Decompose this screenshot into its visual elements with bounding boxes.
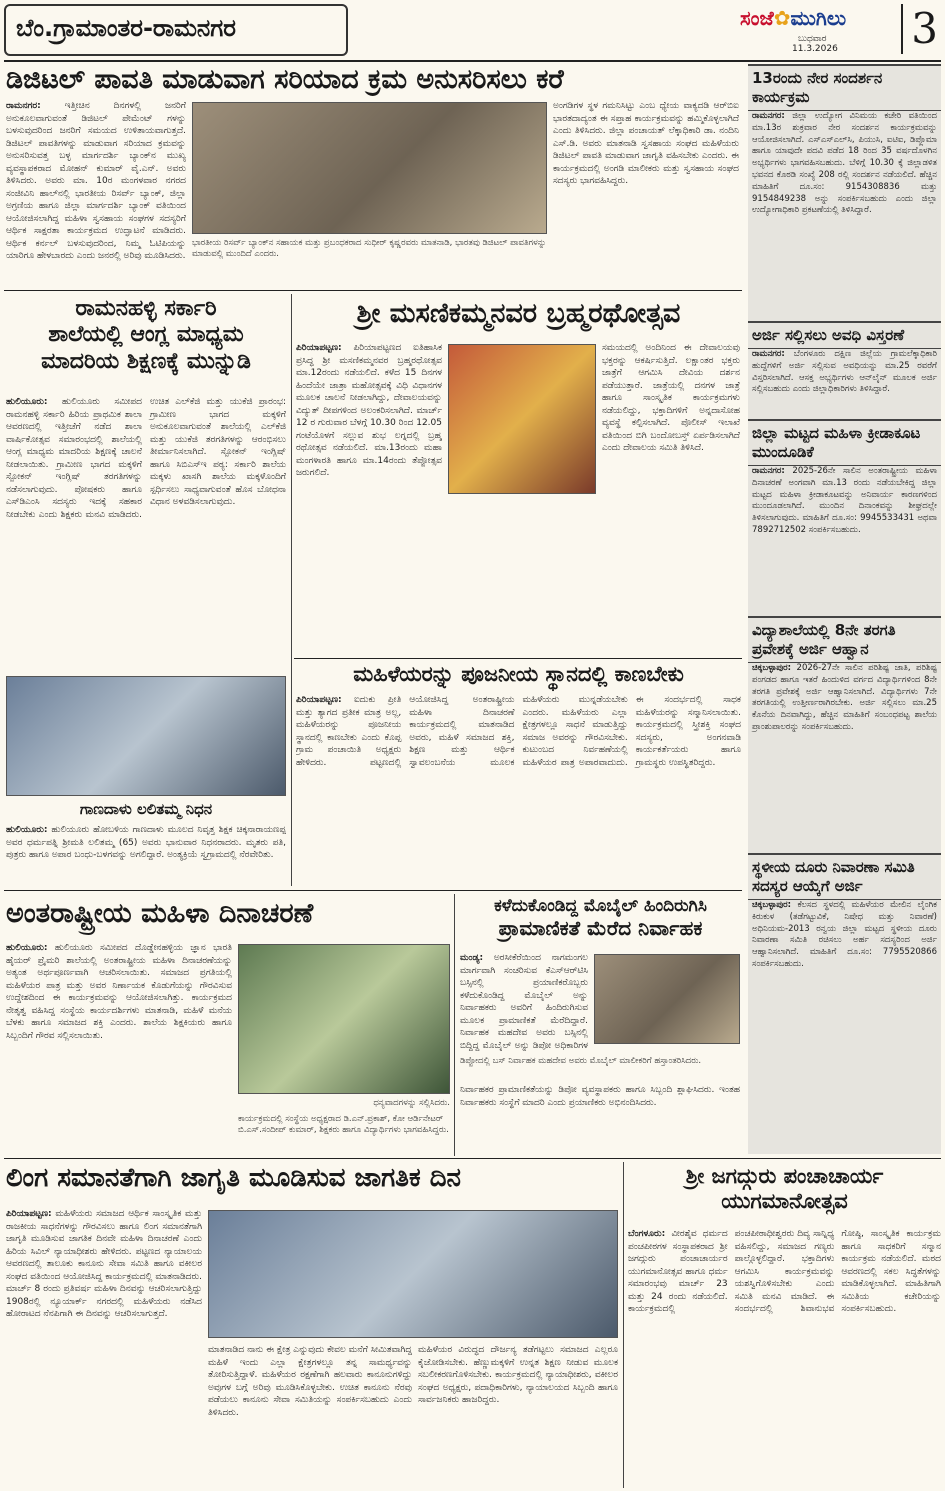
sidebar-item-title: ಅರ್ಜಿ ಸಲ್ಲಿಸಲು ಅವಧಿ ವಿಸ್ತರಣೆ bbox=[748, 321, 941, 349]
sidebar-item-body: ರಾಮನಗರ: 2025-26ನೇ ಸಾಲಿನ ಅಂತರಾಷ್ಟ್ರೀಯ ಮಹಿಳಾ ದಿನಾಚರಣೆ ಅಂಗವಾಗಿ ಮಾ.13 ರಂದು ನಡೆಯಬೇಕಿದ್ದ ಜಿಲ್ಲಾ ಮಟ್ಟದ ಮಹಿಳಾ ಕ್ರೀಡಾಕೂಟವನ್ನು ಅನಿವಾರ್ಯ ಕಾರಣಗಳಿಂದ ಮುಂದೂಡಲಾಗಿದೆ. ಮುಂದಿನ ದಿನಾಂಕವನ್ನು ಶೀಘ್ರದಲ್ಲೇ ತಿಳಿಸಲಾಗುವುದು. ಮಾಹಿತಿಗೆ ದೂ.ಸಂ: 9945533431 ಅಥವಾ 7892712502 ಸಂಪರ್ಕಿಸಬಹುದು. bbox=[752, 466, 938, 535]
sidebar bbox=[748, 64, 941, 1154]
sidebar-item-title: ವಿದ್ಯಾಶಾಲೆಯಲ್ಲಿ 8ನೇ ತರಗತಿ ಪ್ರವೇಶಕ್ಕೆ ಅರ್ಜಿ ಆಹ್ವಾನ bbox=[748, 616, 941, 663]
digital-photo-caption: ಭಾರತೀಯ ರಿಸರ್ವ್ ಬ್ಯಾಂಕ್‌ನ ಸಹಾಯಕ ಮತ್ತು ಪ್ರಬಂಧಕರಾದ ಸುಧೀರ್ ಕೃಷ್ಣರವರು ಮಾತನಾಡಿ, ಭಾರತವು ಡಿಜಿಟಲ್ ಪಾವತಿಗಳನ್ನು ಮಾಡುವಲ್ಲಿ ಮುಂದಿದೆ ಎಂದರು. bbox=[192, 238, 547, 259]
mobile-body-col2: ನಿರ್ವಾಹಕರ ಪ್ರಾಮಾಣಿಕತೆಯನ್ನು ಡಿಪೋ ವ್ಯವಸ್ಥಾಪಕರು ಹಾಗೂ ಸಿಬ್ಬಂದಿ ಶ್ಲಾಘಿಸಿದರು. ಇಂತಹ ನಿರ್ವಾಹಕರು ಸಂಸ್ಥೆಗೆ ಮಾದರಿ ಎಂದು ಪ್ರಯಾಣಿಕರು ಅಭಿನಂದಿಸಿದರು. bbox=[460, 1085, 740, 1108]
mobile-body-col1: ಮಂಡ್ಯ: ಅರಸೀಕೆರೆಯಿಂದ ನಾಗಮಂಗಲ ಮಾರ್ಗವಾಗಿ ಸಂಚರಿಸುವ ಕೆಎಸ್‌ಆರ್‌ಟಿಸಿ ಬಸ್ಸಿನಲ್ಲಿ ಪ್ರಯಾಣಿಕರೊಬ್ಬರು ಕಳೆದುಕೊಂಡಿದ್ದ ಮೊಬೈಲ್ ಅನ್ನು ನಿರ್ವಾಹಕರು ಅವರಿಗೆ ಹಿಂದಿರುಗಿಸುವ ಮೂಲಕ ಪ್ರಾಮಾಣಿಕತೆ ಮೆರೆದಿದ್ದಾರೆ. ನಿರ್ವಾಹಕ ಮಹದೇವ ಅವರು ಬಸ್ಸಿನಲ್ಲಿ ಬಿದ್ದಿದ್ದ ಮೊಬೈಲ್ ಅನ್ನು ಡಿಪೋ ಅಧಿಕಾರಿಗಳ bbox=[460, 953, 588, 1051]
mobile-photo bbox=[594, 954, 740, 1044]
sidebar-item-title: 13ರಂದು ನೇರ ಸಂದರ್ಶನ ಕಾರ್ಯಕ್ರಮ bbox=[748, 64, 941, 111]
women-respect-body: ಪಿರಿಯಾಪಟ್ಟಣ: ಐದುಕು ಪ್ರೀತಿ ಮತ್ತು ತ್ಯಾಗದ ಪ್ರತೀಕ ಮಾತ್ರ ಅಲ್ಲ, ಮಹಿಳೆಯರನ್ನು ಪೂಜನೀಯ ಸ್ಥಾನದಲ್ಲಿ ಕಾಣಬೇಕು ಎಂದು ಕೊಪ್ಪ ಗ್ರಾಮ ಪಂಚಾಯಿತಿ ಅಧ್ಯಕ್ಷರು ಹೇಳಿದರು. ಪಟ್ಟಣದಲ್ಲಿ ಆಯೋಜಿಸಿದ್ದ ಅಂತರಾಷ್ಟ್ರೀಯ ಮಹಿಳಾ ದಿನಾಚರಣೆ ಕಾರ್ಯಕ್ರಮದಲ್ಲಿ ಮಾತನಾಡಿದ ಅವರು, ಮಹಿಳೆ ಸಮಾಜದ ಶಕ್ತಿ, ಶಿಕ್ಷಣ ಮತ್ತು ಆರ್ಥಿಕ ಸ್ವಾವಲಂಬನೆಯ ಮೂಲಕ ಮಹಿಳೆಯರು ಮುನ್ನಡೆಯಬೇಕು ಎಂದರು. ಮಹಿಳೆಯರು ಎಲ್ಲಾ ಕ್ಷೇತ್ರಗಳಲ್ಲೂ ಸಾಧನೆ ಮಾಡುತ್ತಿದ್ದು ಸಮಾಜ ಅವರನ್ನು ಗೌರವಿಸಬೇಕು. ಕುಟುಂಬದ ನಿರ್ವಹಣೆಯಲ್ಲಿ ಮಹಿಳೆಯರ ಪಾತ್ರ ಅಪಾರವಾದುದು. ಈ ಸಂದರ್ಭದಲ್ಲಿ ಸಾಧಕ ಮಹಿಳೆಯರನ್ನು ಸನ್ಮಾನಿಸಲಾಯಿತು. ಕಾರ್ಯಕ್ರಮದಲ್ಲಿ ಸ್ತ್ರೀಶಕ್ತಿ ಸಂಘದ ಸದಸ್ಯರು, ಅಂಗನವಾಡಿ ಕಾರ್ಯಕರ್ತೆಯರು ಹಾಗೂ ಗ್ರಾಮಸ್ಥರು ಉಪಸ್ಥಿತರಿದ್ದರು. bbox=[296, 695, 741, 768]
mobile-photo-caption: ಡಿಪ್ಪೋದಲ್ಲಿ ಬಸ್ ನಿರ್ವಾಹಕ ಮಹದೇವ ಅವರು ಮೊಬೈಲ್ ಮಾಲೀಕರಿಗೆ ಹಸ್ತಾಂತರಿಸಿದರು. bbox=[460, 1056, 702, 1066]
sidebar-item-body: ಚಿಕ್ಕಬಳ್ಳಾಪುರ: ಕೆಲಸದ ಸ್ಥಳದಲ್ಲಿ ಮಹಿಳೆಯರ ಮೇಲಿನ ಲೈಂಗಿಕ ಕಿರುಕುಳ (ತಡೆಗಟ್ಟುವಿಕೆ, ನಿಷೇಧ ಮತ್ತು ನಿವಾರಣೆ) ಅಧಿನಿಯಮ-2013 ರನ್ವಯ ಜಿಲ್ಲಾ ಮಟ್ಟದ ಸ್ಥಳೀಯ ದೂರು ನಿವಾರಣಾ ಸಮಿತಿ ರಚಿಸಲು ಅರ್ಹ ಸದಸ್ಯರಿಂದ ಅರ್ಜಿ ಆಹ್ವಾನಿಸಲಾಗಿದೆ. ಮಾಹಿತಿಗೆ ದೂ.ಸಂ: 7795520866 ಸಂಪರ್ಕಿಸಬಹುದು. bbox=[752, 900, 937, 969]
temple-headline: ಶ್ರೀ ಮಸಣಿಕಮ್ಮನವರ ಬ್ರಹ್ಮರಥೋತ್ಸವ bbox=[356, 298, 681, 329]
gender-headline: ಲಿಂಗ ಸಮಾನತೆಗಾಗಿ ಜಾಗೃತಿ ಮೂಡಿಸುವ ಜಾಗತಿಕ ದಿನ bbox=[6, 1164, 461, 1193]
gender-body-col2: ಮಾತನಾಡಿದ ನಾನು ಈ ಕ್ಷೇತ್ರ ಎನ್ನುವುದು ಕೇವಲ ಮನೆಗೆ ಸೀಮಿತವಾಗಿದ್ದ ಮಹಿಳೆ ಇಂದು ಎಲ್ಲಾ ಕ್ಷೇತ್ರಗಳಲ್ಲೂ ತನ್ನ ಸಾಮರ್ಥ್ಯವನ್ನು ತೋರಿಸುತ್ತಿದ್ದಾಳೆ. ಮಹಿಳೆಯರ ರಕ್ಷಣೆಗಾಗಿ ಹಲವಾರು ಕಾನೂನುಗಳಿದ್ದು ಅವುಗಳ ಬಗ್ಗೆ ಅರಿವು ಮೂಡಿಸಿಕೊಳ್ಳಬೇಕು. ಉಚಿತ ಕಾನೂನು ನೆರವು ಪಡೆಯಲು ಕಾನೂನು ಸೇವಾ ಸಮಿತಿಯನ್ನು ಸಂಪರ್ಕಿಸಬಹುದು ಎಂದು ತಿಳಿಸಿದರು. bbox=[208, 1345, 412, 1418]
sidebar-item-title: ಸ್ಥಳೀಯ ದೂರು ನಿವಾರಣಾ ಸಮಿತಿ ಸದಸ್ಯರ ಆಯ್ಕೆಗೆ ಅರ್ಜಿ bbox=[748, 853, 941, 900]
sidebar-item bbox=[748, 616, 941, 853]
sidebar-item bbox=[748, 419, 941, 616]
sidebar-item-body: ರಾಮನಗರ: ಬೆಂಗಳೂರು ದಕ್ಷಿಣ ಜಿಲ್ಲೆಯ ಗ್ರಾಮಲೆಕ್ಕಾಧಿಕಾರಿ ಹುದ್ದೆಗಳಿಗೆ ಅರ್ಜಿ ಸಲ್ಲಿಸುವ ಅವಧಿಯನ್ನು ಮಾ.25 ರವರೆಗೆ ವಿಸ್ತರಿಸಲಾಗಿದೆ. ಆಸಕ್ತ ಅಭ್ಯರ್ಥಿಗಳು ಆನ್‌ಲೈನ್ ಮೂಲಕ ಅರ್ಜಿ ಸಲ್ಲಿಸಬಹುದು ಎಂದು ಜಿಲ್ಲಾಧಿಕಾರಿಗಳು ತಿಳಿಸಿದ್ದಾರೆ. bbox=[752, 349, 938, 395]
women-respect-headline: ಮಹಿಳೆಯರನ್ನು ಪೂಜನೀಯ ಸ್ಥಾನದಲ್ಲಿ ಕಾಣಬೇಕು bbox=[353, 662, 684, 686]
intl-women-photo-caption: ಧನ್ಯವಾದಗಳನ್ನು ಸಲ್ಲಿಸಿದರು. bbox=[373, 1098, 450, 1108]
sidebar-item bbox=[748, 853, 941, 1100]
digital-body-col1: ರಾಮನಗರ: ಇತ್ತೀಚಿನ ದಿನಗಳಲ್ಲಿ ಜನರಿಗೆ ಅನುಕೂಲವಾಗುವಂತೆ ಡಿಜಿಟಲ್ ಪೇಮೆಂಟ್ ಗಳನ್ನು ಬಳಸುವುದರಿಂದ ಜನರಿಗೆ ಸಮಯದ ಉಳಿತಾಯವಾಗುತ್ತದೆ. ಡಿಜಿಟಲ್ ಪಾವತಿಗಳನ್ನು ಮಾಡುವಾಗ ಸರಿಯಾದ ಕ್ರಮವನ್ನು ಅನುಸರಿಸುವತ್ತ ಬಳ್ಳ ಮಾರ್ಗದರ್ಶಿ ಬ್ಯಾಂಕ್‌ನ ಮುಖ್ಯ ವ್ಯವಸ್ಥಾಪಕರಾದ ಮೋಹನ್ ಕುಮಾರ್ ವೈ.ಎನ್. ಅವರು ತಿಳಿಸಿದರು. ಅವರು ಮಾ. 10ರ ಮಂಗಳವಾರ ನಗರದ ಸಂಜೀವಿನಿ ಹಾಲ್‌ನಲ್ಲಿ ಭಾರತೀಯ ರಿಸರ್ವ್ ಬ್ಯಾಂಕ್, ಜಿಲ್ಲಾ ಅಗ್ರಣಿಯ ಹಾಗೂ ಜಿಲ್ಲಾ ಮಾರ್ಗದರ್ಶಿ ಬ್ಯಾಂಕ್ ವತಿಯಿಂದ ಆಯೋಜಿಸಲಾಗಿದ್ದ ಮಹಿಳಾ ಸ್ವಸಹಾಯ ಸಂಘಗಳ ಸದಸ್ಯರಿಗೆ ಆರ್ಥಿಕ ಸಾಕ್ಷರತಾ ಕಾರ್ಯಕ್ರಮದ ಉದ್ಘಾಟನೆ ಮಾಡಿದರು. ಆರ್ಥಿಕ ಕರ್ನಲ್ ಬಳಸುವುದರಿಂದ, ನಿಮ್ಮ ಓಟಿಪಿಯನ್ನು ಯಾರಿಗೂ ಹೇಳಬಾರದು ಎಂದು ಜನರಲ್ಲಿ ಅರಿವು ಮೂಡಿಸಿದರು. bbox=[6, 101, 186, 261]
masthead-date: 11.3.2026 bbox=[792, 44, 838, 54]
school-headline: ರಾಮನಹಳ್ಳಿ ಸರ್ಕಾರಿ ಶಾಲೆಯಲ್ಲಿ ಆಂಗ್ಲ ಮಾಧ್ಯಮ ಮಾದರಿಯ ಶಿಕ್ಷಣಕ್ಕೆ ಮುನ್ನುಡಿ bbox=[41, 296, 251, 374]
digital-photo bbox=[192, 102, 547, 234]
temple-body-col2: ಸಮಯದಲ್ಲಿ ಅಂದಿನಿಂದ ಈ ದೇವಾಲಯವು ಭಕ್ತರನ್ನು ಆಕರ್ಷಿಸುತ್ತಿದೆ. ಲಕ್ಷಾಂತರ ಭಕ್ತರು ಜಾತ್ರೆಗೆ ಆಗಮಿಸಿ ದೇವಿಯ ದರ್ಶನ ಪಡೆಯುತ್ತಾರೆ. ಜಾತ್ರೆಯಲ್ಲಿ ದನಗಳ ಜಾತ್ರೆ ಹಾಗೂ ಸಾಂಸ್ಕೃತಿಕ ಕಾರ್ಯಕ್ರಮಗಳು ನಡೆಯಲಿದ್ದು, ಭಕ್ತಾದಿಗಳಿಗೆ ಅನ್ನದಾಸೋಹ ವ್ಯವಸ್ಥೆ ಕಲ್ಪಿಸಲಾಗಿದೆ. ಪೊಲೀಸ್ ಇಲಾಖೆ ವತಿಯಿಂದ ಬಿಗಿ ಬಂದೋಬಸ್ತ್ ಏರ್ಪಡಿಸಲಾಗಿದೆ ಎಂದು ದೇವಾಲಯ ಸಮಿತಿ ತಿಳಿಸಿದೆ. bbox=[602, 343, 740, 453]
digital-body-col4: ಅಂಗಡಿಗಳ ಸ್ಥಳ ಗಮನಿಸಿಟ್ಟು ಎಂಬ ಧ್ಯೇಯ ವಾಕ್ಯದಡಿ ಆರ್‌ಬಿಐ ಭಾರತದಾದ್ಯಂತ ಈ ಸಪ್ತಾಹ ಕಾರ್ಯಕ್ರಮವನ್ನು ಹಮ್ಮಿಕೊಳ್ಳಲಾಗಿದೆ ಎಂದು ತಿಳಿಸಿದರು. ಜಿಲ್ಲಾ ಪಂಚಾಯತ್ ಲೆಕ್ಕಾಧಿಕಾರಿ ಡಾ. ನಂದಿನಿ ಎಸ್.ಡಿ. ಅವರು ಮಾತನಾಡಿ ಸ್ವಸಹಾಯ ಸಂಘದ ಮಹಿಳೆಯರು ಡಿಜಿಟಲ್ ಪಾವತಿ ಮಾಡುವಾಗ ಜಾಗೃತಿ ವಹಿಸಬೇಕು ಎಂದರು. ಈ ಕಾರ್ಯಕ್ರಮದಲ್ಲಿ ಅಂಗಡಿ ಮಾಲೀಕರು ಮತ್ತು ಸ್ವಸಹಾಯ ಸಂಘದ ಸದಸ್ಯರು ಭಾಗವಹಿಸಿದ್ದರು. bbox=[553, 101, 739, 186]
sidebar-item-body: ಚಿಕ್ಕಬಳ್ಳಾಪುರ: 2026-27ನೇ ಸಾಲಿನ ಪರಿಶಿಷ್ಟ ಜಾತಿ, ಪರಿಶಿಷ್ಟ ಪಂಗಡದ ಹಾಗೂ ಇತರೆ ಹಿಂದುಳಿದ ವರ್ಗದ ವಿದ್ಯಾರ್ಥಿಗಳಿಂದ 8ನೇ ತರಗತಿ ಪ್ರವೇಶಕ್ಕೆ ಅರ್ಜಿ ಆಹ್ವಾನಿಸಲಾಗಿದೆ. ವಿದ್ಯಾರ್ಥಿಗಳು 7ನೇ ತರಗತಿಯಲ್ಲಿ ಉತ್ತೀರ್ಣರಾಗಿರಬೇಕು. ಅರ್ಜಿ ಸಲ್ಲಿಸಲು ಮಾ.25 ಕೊನೆಯ ದಿನವಾಗಿದ್ದು, ಹೆಚ್ಚಿನ ಮಾಹಿತಿಗೆ ಸಂಬಂಧಪಟ್ಟ ಶಾಲೆಯ ಪ್ರಾಂಶುಪಾಲರನ್ನು ಸಂಪರ್ಕಿಸಬಹುದು. bbox=[752, 663, 937, 732]
mobile-headline: ಕಳೆದುಕೊಂಡಿದ್ದ ಮೊಬೈಲ್ ಹಿಂದಿರುಗಿಸಿ ಪ್ರಾಮಾಣಿಕತೆ ಮೆರೆದ ನಿರ್ವಾಹಕ bbox=[494, 896, 707, 941]
masthead-day: ಬುಧವಾರ bbox=[798, 34, 827, 44]
sidebar-item bbox=[748, 64, 941, 321]
masthead-logo: ಸಂಜೆ✿ಮುಗಿಲು bbox=[740, 6, 847, 30]
sidebar-item-title: ಜಿಲ್ಲಾ ಮಟ್ಟದ ಮಹಿಳಾ ಕ್ರೀಡಾಕೂಟ ಮುಂದೂಡಿಕೆ bbox=[748, 419, 941, 466]
school-body: ಹುಲಿಯೂರು: ಹುಲಿಯೂರು ಸಮೀಪದ ರಾಮನಹಳ್ಳಿ ಸರ್ಕಾರಿ ಹಿರಿಯ ಪ್ರಾಥಮಿಕ ಶಾಲಾ ಆವರಣದಲ್ಲಿ ಇತ್ತೀಚೆಗೆ ನಡೆದ ಶಾಲಾ ವಾರ್ಷಿಕೋತ್ಸವ ಸಮಾರಂಭದಲ್ಲಿ ಶಾಲೆಯಲ್ಲಿ ಆಂಗ್ಲ ಮಾಧ್ಯಮ ಮಾದರಿಯ ಶಿಕ್ಷಣಕ್ಕೆ ಚಾಲನೆ ನೀಡಲಾಯಿತು. ಗ್ರಾಮೀಣ ಭಾಗದ ಮಕ್ಕಳಿಗೆ ಸ್ಪೋಕನ್ ಇಂಗ್ಲಿಷ್ ತರಗತಿಗಳನ್ನು ನಡೆಸಲಾಗುವುದು. ಪೋಷಕರು ಹಾಗೂ ಎಸ್‌ಡಿಎಂಸಿ ಸದಸ್ಯರು ಇದಕ್ಕೆ ಸಹಕಾರ ನೀಡಬೇಕು ಎಂದು ಶಿಕ್ಷಕರು ಮನವಿ ಮಾಡಿದರು. ಉಚಿತ ಎಲ್‌ಕೆಜಿ ಮತ್ತು ಯುಕೆಜಿ ಪ್ರಾರಂಭ: ಗ್ರಾಮೀಣ ಭಾಗದ ಮಕ್ಕಳಿಗೆ ಅನುಕೂಲವಾಗುವಂತೆ ಶಾಲೆಯಲ್ಲಿ ಎಲ್‌ಕೆಜಿ ಮತ್ತು ಯುಕೆಜಿ ತರಗತಿಗಳನ್ನು ಆರಂಭಿಸಲು ತೀರ್ಮಾನಿಸಲಾಗಿದೆ. ಸ್ಪೋಕನ್ ಇಂಗ್ಲಿಷ್ ಹಾಗೂ ಸಿಬಿಎಸ್‌ಇ ಪಠ್ಯ: ಸರ್ಕಾರಿ ಶಾಲೆಯ ಮಕ್ಕಳು ಖಾಸಗಿ ಶಾಲೆಯ ಮಕ್ಕಳೊಂದಿಗೆ ಸ್ಪರ್ಧಿಸಲು ಸಾಧ್ಯವಾಗುವಂತೆ ಹೊಸ ಬೋಧನಾ ವಿಧಾನ ಅಳವಡಿಸಲಾಗುವುದು. bbox=[6, 397, 286, 520]
intl-women-photo bbox=[238, 944, 450, 1094]
temple-photo bbox=[448, 344, 596, 494]
jagadguru-headline: ಶ್ರೀ ಜಗದ್ಗುರು ಪಂಚಾಚಾರ್ಯ ಯುಗಮಾನೋತ್ಸವ bbox=[685, 1164, 884, 1214]
gender-body-col3: ಮಹಿಳೆಯರ ವಿರುದ್ಧದ ದೌರ್ಜನ್ಯ ತಡೆಗಟ್ಟಲು ಸಮಾಜದ ಎಲ್ಲರೂ ಕೈಜೋಡಿಸಬೇಕು. ಹೆಣ್ಣುಮಕ್ಕಳಿಗೆ ಉನ್ನತ ಶಿಕ್ಷಣ ನೀಡುವ ಮೂಲಕ ಸಬಲೀಕರಣಗೊಳಿಸಬೇಕು. ಕಾರ್ಯಕ್ರಮದಲ್ಲಿ ನ್ಯಾಯಾಧೀಶರು, ವಕೀಲರ ಸಂಘದ ಅಧ್ಯಕ್ಷರು, ಪದಾಧಿಕಾರಿಗಳು, ನ್ಯಾಯಾಲಯದ ಸಿಬ್ಬಂದಿ ಹಾಗೂ ಸಾರ್ವಜನಿಕರು ಹಾಜರಿದ್ದರು. bbox=[418, 1345, 618, 1405]
masthead bbox=[740, 4, 940, 56]
page-number: 3 bbox=[901, 4, 938, 54]
obituary-body: ಹುಲಿಯೂರು: ಹುಲಿಯೂರು ಹೋಬಳಿಯ ಗಾಣದಾಳು ಮೂಲದ ನಿವೃತ್ತ ಶಿಕ್ಷಕ ಚಿಕ್ಕನಾರಾಯಣಪ್ಪ ಅವರ ಧರ್ಮಪತ್ನಿ ಶ್ರೀಮತಿ ಲಲಿತಮ್ಮ (65) ಅವರು ಭಾನುವಾರ ನಿಧನರಾದರು. ಮೃತರು ಪತಿ, ಪುತ್ರರು ಹಾಗೂ ಅಪಾರ ಬಂಧು-ಬಳಗವನ್ನು ಅಗಲಿದ್ದಾರೆ. ಅಂತ್ಯಕ್ರಿಯೆ ಸ್ವಗ್ರಾಮದಲ್ಲಿ ನೆರವೇರಿತು. bbox=[6, 825, 286, 860]
intl-women-body-col1: ಹುಲಿಯೂರು: ಹುಲಿಯೂರು ಸಮೀಪದ ದೊಡ್ಡೇನಹಳ್ಳಿಯ ಜ್ಞಾನ ಭಾರತಿ ಹೈಯರ್ ಪ್ರೈಮರಿ ಶಾಲೆಯಲ್ಲಿ ಅಂತರಾಷ್ಟ್ರೀಯ ಮಹಿಳಾ ದಿನಾಚರಣೆಯನ್ನು ಅತ್ಯಂತ ಅರ್ಥಪೂರ್ಣವಾಗಿ ಆಚರಿಸಲಾಯಿತು. ಸಮಾಜದ ಪ್ರಗತಿಯಲ್ಲಿ ಮಹಿಳೆಯರ ಪಾತ್ರ ಮತ್ತು ಅವರ ನಿರ್ಣಾಯಕ ಕೊಡುಗೆಯನ್ನು ಗೌರವಿಸುವ ಉದ್ದೇಶದಿಂದ ಈ ಕಾರ್ಯಕ್ರಮವನ್ನು ಆಯೋಜಿಸಲಾಗಿತ್ತು. ಕಾರ್ಯಕ್ರಮದ ನೇತೃತ್ವ ವಹಿಸಿದ್ದ ಸಂಸ್ಥೆಯ ಕಾರ್ಯದರ್ಶಿಗಳು ಮಾತನಾಡಿ, ಮಹಿಳೆ ಮನೆಯ ಬೆಳಕು ಹಾಗೂ ಸಮಾಜದ ಶಕ್ತಿ ಎಂದರು. ಶಾಲೆಯ ಶಿಕ್ಷಕಿಯರು ಹಾಗೂ ಸಿಬ್ಬಂದಿಗೆ ಗೌರವ ಸಲ್ಲಿಸಲಾಯಿತು. bbox=[6, 943, 232, 1041]
intl-women-headline: ಅಂತರಾಷ್ಟ್ರೀಯ ಮಹಿಳಾ ದಿನಾಚರಣೆ bbox=[6, 898, 314, 929]
sidebar-item bbox=[748, 321, 941, 419]
temple-body-col1: ಪಿರಿಯಾಪಟ್ಟಣ: ಪಿರಿಯಾಪಟ್ಟಣದ ಐತಿಹಾಸಿಕ ಪ್ರಸಿದ್ಧ ಶ್ರೀ ಮಸಣಿಕಮ್ಮನವರ ಬ್ರಹ್ಮರಥೋತ್ಸವ ಮಾ.12ರಂದು ನಡೆಯಲಿದೆ. ಕಳೆದ 15 ದಿನಗಳ ಹಿಂದೆಯೇ ಜಾತ್ರಾ ಮಹೋತ್ಸವಕ್ಕೆ ವಿಧಿ ವಿಧಾನಗಳ ಮೂಲಕ ಚಾಲನೆ ನೀಡಲಾಗಿದ್ದು, ದೇವಾಲಯವನ್ನು ವಿದ್ಯುತ್ ದೀಪಗಳಿಂದ ಅಲಂಕರಿಸಲಾಗಿದೆ. ಮಾರ್ಚ್ 12 ರ ಗುರುವಾರ ಬೆಳಗ್ಗೆ 10.30 ರಿಂದ 12.05 ಗಂಟೆಯೊಳಗೆ ಸಲ್ಲುವ ಶುಭ ಲಗ್ನದಲ್ಲಿ ಬ್ರಹ್ಮ ರಥೋತ್ಸವ ನಡೆಯಲಿದೆ. ಮಾ.13ರಂದು ಮಹಾ ಮಂಗಳಾರತಿ ಹಾಗೂ ಮಾ.14ರಂದು ತೆಪ್ಪೋತ್ಸವ ಜರುಗಲಿದೆ. bbox=[296, 343, 442, 478]
gender-photo bbox=[208, 1210, 618, 1338]
digital-headline: ಡಿಜಿಟಲ್ ಪಾವತಿ ಮಾಡುವಾಗ ಸರಿಯಾದ ಕ್ರಮ ಅನುಸರಿಸಲು ಕರೆ bbox=[6, 64, 564, 95]
school-photo bbox=[6, 676, 286, 796]
gender-body-col1: ಪಿರಿಯಾಪಟ್ಟಣ: ಮಹಿಳೆಯರು ಸಮಾಜದ ಆರ್ಥಿಕ ಸಾಂಸ್ಕೃತಿಕ ಮತ್ತು ರಾಜಕೀಯ ಸಾಧನೆಗಳನ್ನು ಗೌರವಿಸಲು ಹಾಗೂ ಲಿಂಗ ಸಮಾನತೆಗಾಗಿ ಜಾಗೃತಿ ಮೂಡಿಸುವ ಜಾಗತಿಕ ದಿನವೇ ಮಹಿಳಾ ದಿನಾಚರಣೆ ಎಂದು ಹಿರಿಯ ಸಿವಿಲ್ ನ್ಯಾಯಾಧೀಶರು ಹೇಳಿದರು. ಪಟ್ಟಣದ ನ್ಯಾಯಾಲಯ ಆವರಣದಲ್ಲಿ ತಾಲೂಕು ಕಾನೂನು ಸೇವಾ ಸಮಿತಿ ಹಾಗೂ ವಕೀಲರ ಸಂಘದ ವತಿಯಿಂದ ಆಯೋಜಿಸಿದ್ದ ಕಾರ್ಯಕ್ರಮದಲ್ಲಿ ಮಾತನಾಡಿದರು. ಮಾರ್ಚ್ 8 ರಂದು ಪ್ರತಿವರ್ಷ ಮಹಿಳಾ ದಿನವನ್ನು ಆಚರಿಸಲಾಗುತ್ತಿದ್ದು 1908ರಲ್ಲಿ ನ್ಯೂಯಾರ್ಕ್ ನಗರದಲ್ಲಿ ಮಹಿಳೆಯರು ನಡೆಸಿದ ಹೋರಾಟದ ನೆನಪಿಗಾಗಿ ಈ ದಿನವನ್ನು ಆಚರಿಸಲಾಗುತ್ತದೆ. bbox=[6, 1209, 202, 1319]
jagadguru-body: ಬೆಂಗಳೂರು: ವೀರಶೈವ ಧರ್ಮದ ಪಂಚಪೀಠಗಳ ಸಂಸ್ಥಾಪಕರಾದ ಶ್ರೀ ಜಗದ್ಗುರು ಪಂಚಾಚಾರ್ಯರ ಯುಗಮಾನೋತ್ಸವ ಹಾಗೂ ಧರ್ಮ ಸಮಾರಂಭವು ಮಾರ್ಚ್ 23 ಮತ್ತು 24 ರಂದು ನಡೆಯಲಿದೆ. ಕಾರ್ಯಕ್ರಮದಲ್ಲಿ ಪಂಚಪೀಠಾಧೀಶ್ವರರು ದಿವ್ಯ ಸಾನ್ನಿಧ್ಯ ವಹಿಸಲಿದ್ದು, ಸಮಾಜದ ಗಣ್ಯರು ಪಾಲ್ಗೊಳ್ಳಲಿದ್ದಾರೆ. ಭಕ್ತಾದಿಗಳು ಆಗಮಿಸಿ ಕಾರ್ಯಕ್ರಮವನ್ನು ಯಶಸ್ವಿಗೊಳಿಸಬೇಕು ಎಂದು ಸಮಿತಿ ಮನವಿ ಮಾಡಿದೆ. ಈ ಸಂದರ್ಭದಲ್ಲಿ ಶಿವಾನುಭವ ಗೋಷ್ಠಿ, ಸಾಂಸ್ಕೃತಿಕ ಕಾರ್ಯಕ್ರಮ ಹಾಗೂ ಸಾಧಕರಿಗೆ ಸನ್ಮಾನ ಕಾರ್ಯಕ್ರಮ ನಡೆಯಲಿದೆ. ಮಠದ ಆವರಣದಲ್ಲಿ ಸಕಲ ಸಿದ್ಧತೆಗಳನ್ನು ಮಾಡಿಕೊಳ್ಳಲಾಗಿದೆ. ಮಾಹಿತಿಗಾಗಿ ಸಮಿತಿಯ ಕಚೇರಿಯನ್ನು ಸಂಪರ್ಕಿಸಬಹುದು. bbox=[628, 1229, 941, 1314]
sidebar-item-body: ರಾಮನಗರ: ಜಿಲ್ಲಾ ಉದ್ಯೋಗ ವಿನಿಮಯ ಕಚೇರಿ ವತಿಯಿಂದ ಮಾ.13ರ ಶುಕ್ರವಾರ ನೇರ ಸಂದರ್ಶನ ಕಾರ್ಯಕ್ರಮವನ್ನು ಆಯೋಜಿಸಲಾಗಿದೆ. ಎಸ್‌ಎಸ್‌ಎಲ್‌ಸಿ, ಪಿಯುಸಿ, ಐಟಿಐ, ಡಿಪ್ಲೊಮಾ ಹಾಗೂ ಯಾವುದೇ ಪದವಿ ಪಡೆದ 18 ರಿಂದ 35 ವರ್ಷದೊಳಗಿನ ಅಭ್ಯರ್ಥಿಗಳು ಭಾಗವಹಿಸಬಹುದು. ಬೆಳಿಗ್ಗೆ 10.30 ಕ್ಕೆ ಜಿಲ್ಲಾಡಳಿತ ಭವನದ ಕೊಠಡಿ ಸಂಖ್ಯೆ 208 ರಲ್ಲಿ ಸಂದರ್ಶನ ನಡೆಯಲಿದೆ. ಹೆಚ್ಚಿನ ಮಾಹಿತಿಗೆ ದೂ.ಸಂ: 9154308836 ಮತ್ತು 9154849238 ಅನ್ನು ಸಂಪರ್ಕಿಸಬಹುದು ಎಂದು ಜಿಲ್ಲಾ ಉದ್ಯೋಗಾಧಿಕಾರಿ ಪ್ರಕಟಣೆಯಲ್ಲಿ ತಿಳಿಸಿದ್ದಾರೆ. bbox=[752, 111, 937, 216]
intl-women-caption2: ಕಾರ್ಯಕ್ರಮದಲ್ಲಿ ಸಂಸ್ಥೆಯ ಅಧ್ಯಕ್ಷರಾದ ಡಿ.ಎನ್.ಪ್ರಕಾಶ್, ಕೋ ಆರ್ಡಿನೇಟರ್ ಬಿ.ಎಸ್.ಸಂದೀಪ್ ಕುಮಾರ್, ಶಿಕ್ಷಕರು ಹಾಗೂ ವಿದ್ಯಾರ್ಥಿಗಳು ಭಾಗವಹಿಸಿದ್ದರು. bbox=[238, 1114, 449, 1135]
obituary-headline: ಗಾಣದಾಳು ಲಲಿತಮ್ಮ ನಿಧನ bbox=[79, 800, 213, 818]
section-label: ಬೆಂ.ಗ್ರಾಮಾಂತರ-ರಾಮನಗರ bbox=[4, 4, 348, 56]
